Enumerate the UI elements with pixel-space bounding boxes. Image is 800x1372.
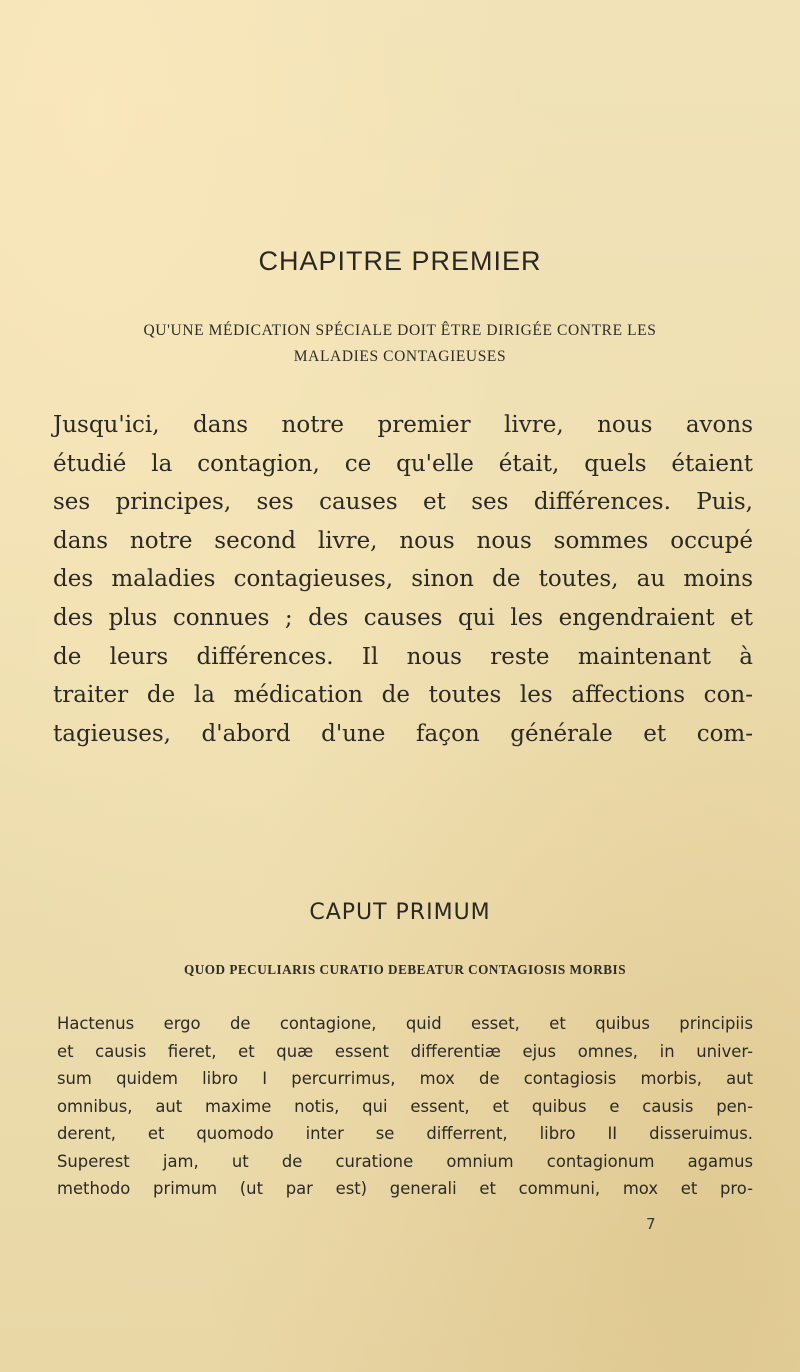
latin-chapter-subtitle: QUOD PECULIARIS CURATIO DEBEATUR CONTAGIOSIS MORBIS	[183, 962, 627, 977]
french-chapter-subtitle	[90, 318, 710, 370]
page-number: 7	[646, 1215, 656, 1233]
french-subtitle-line: MALADIES CONTAGIEUSES	[293, 348, 507, 365]
latin-body-line: Superest jam, ut de curatione omnium contagionum agamus	[57, 1151, 753, 1171]
french-body-line: étudié la contagion, ce qu'elle était, quels étaient	[53, 450, 753, 477]
french-body-paragraph	[53, 406, 753, 753]
latin-body-line: omnibus, aut maxime notis, qui essent, et quibus e causis pen-	[57, 1096, 753, 1116]
french-body-line: dans notre second livre, nous nous sommes occupé	[53, 527, 753, 554]
french-body-line: Jusqu'ici, dans notre premier livre, nous avons	[53, 412, 753, 438]
french-body-line: ses principes, ses causes et ses différences. Puis,	[53, 489, 753, 516]
latin-body-line: sum quidem libro I percurrimus, mox de contagiosis morbis, aut	[57, 1069, 753, 1088]
french-body-line: traiter de la médication de toutes les affections con-	[53, 682, 753, 709]
latin-body-line: methodo primum (ut par est) generali et communi, mox et pro-	[57, 1179, 753, 1198]
latin-chapter-title: CAPUT PRIMUM	[309, 900, 491, 925]
french-chapter-title: CHAPITRE PREMIER	[258, 246, 542, 276]
french-body-line: tagieuses, d'abord d'une façon générale et com-	[53, 720, 753, 747]
french-subtitle-line: QU'UNE MÉDICATION SPÉCIALE DOIT ÊTRE DIRIGÉE CONTRE LES	[143, 322, 657, 339]
french-body-line: de leurs différences. Il nous reste maintenant à	[53, 643, 753, 670]
latin-body-line: derent, et quomodo inter se differrent, libro II disseruimus.	[57, 1124, 753, 1143]
french-body-line: des plus connues ; des causes qui les engendraient et	[53, 604, 753, 631]
latin-body-line: et causis fieret, et quæ essent differentiæ ejus omnes, in univer-	[57, 1041, 753, 1061]
latin-body-line: Hactenus ergo de contagione, quid esset, et quibus principiis	[57, 1014, 753, 1033]
french-body-line: des maladies contagieuses, sinon de toutes, au moins	[53, 566, 753, 593]
latin-body-paragraph	[57, 1010, 753, 1203]
